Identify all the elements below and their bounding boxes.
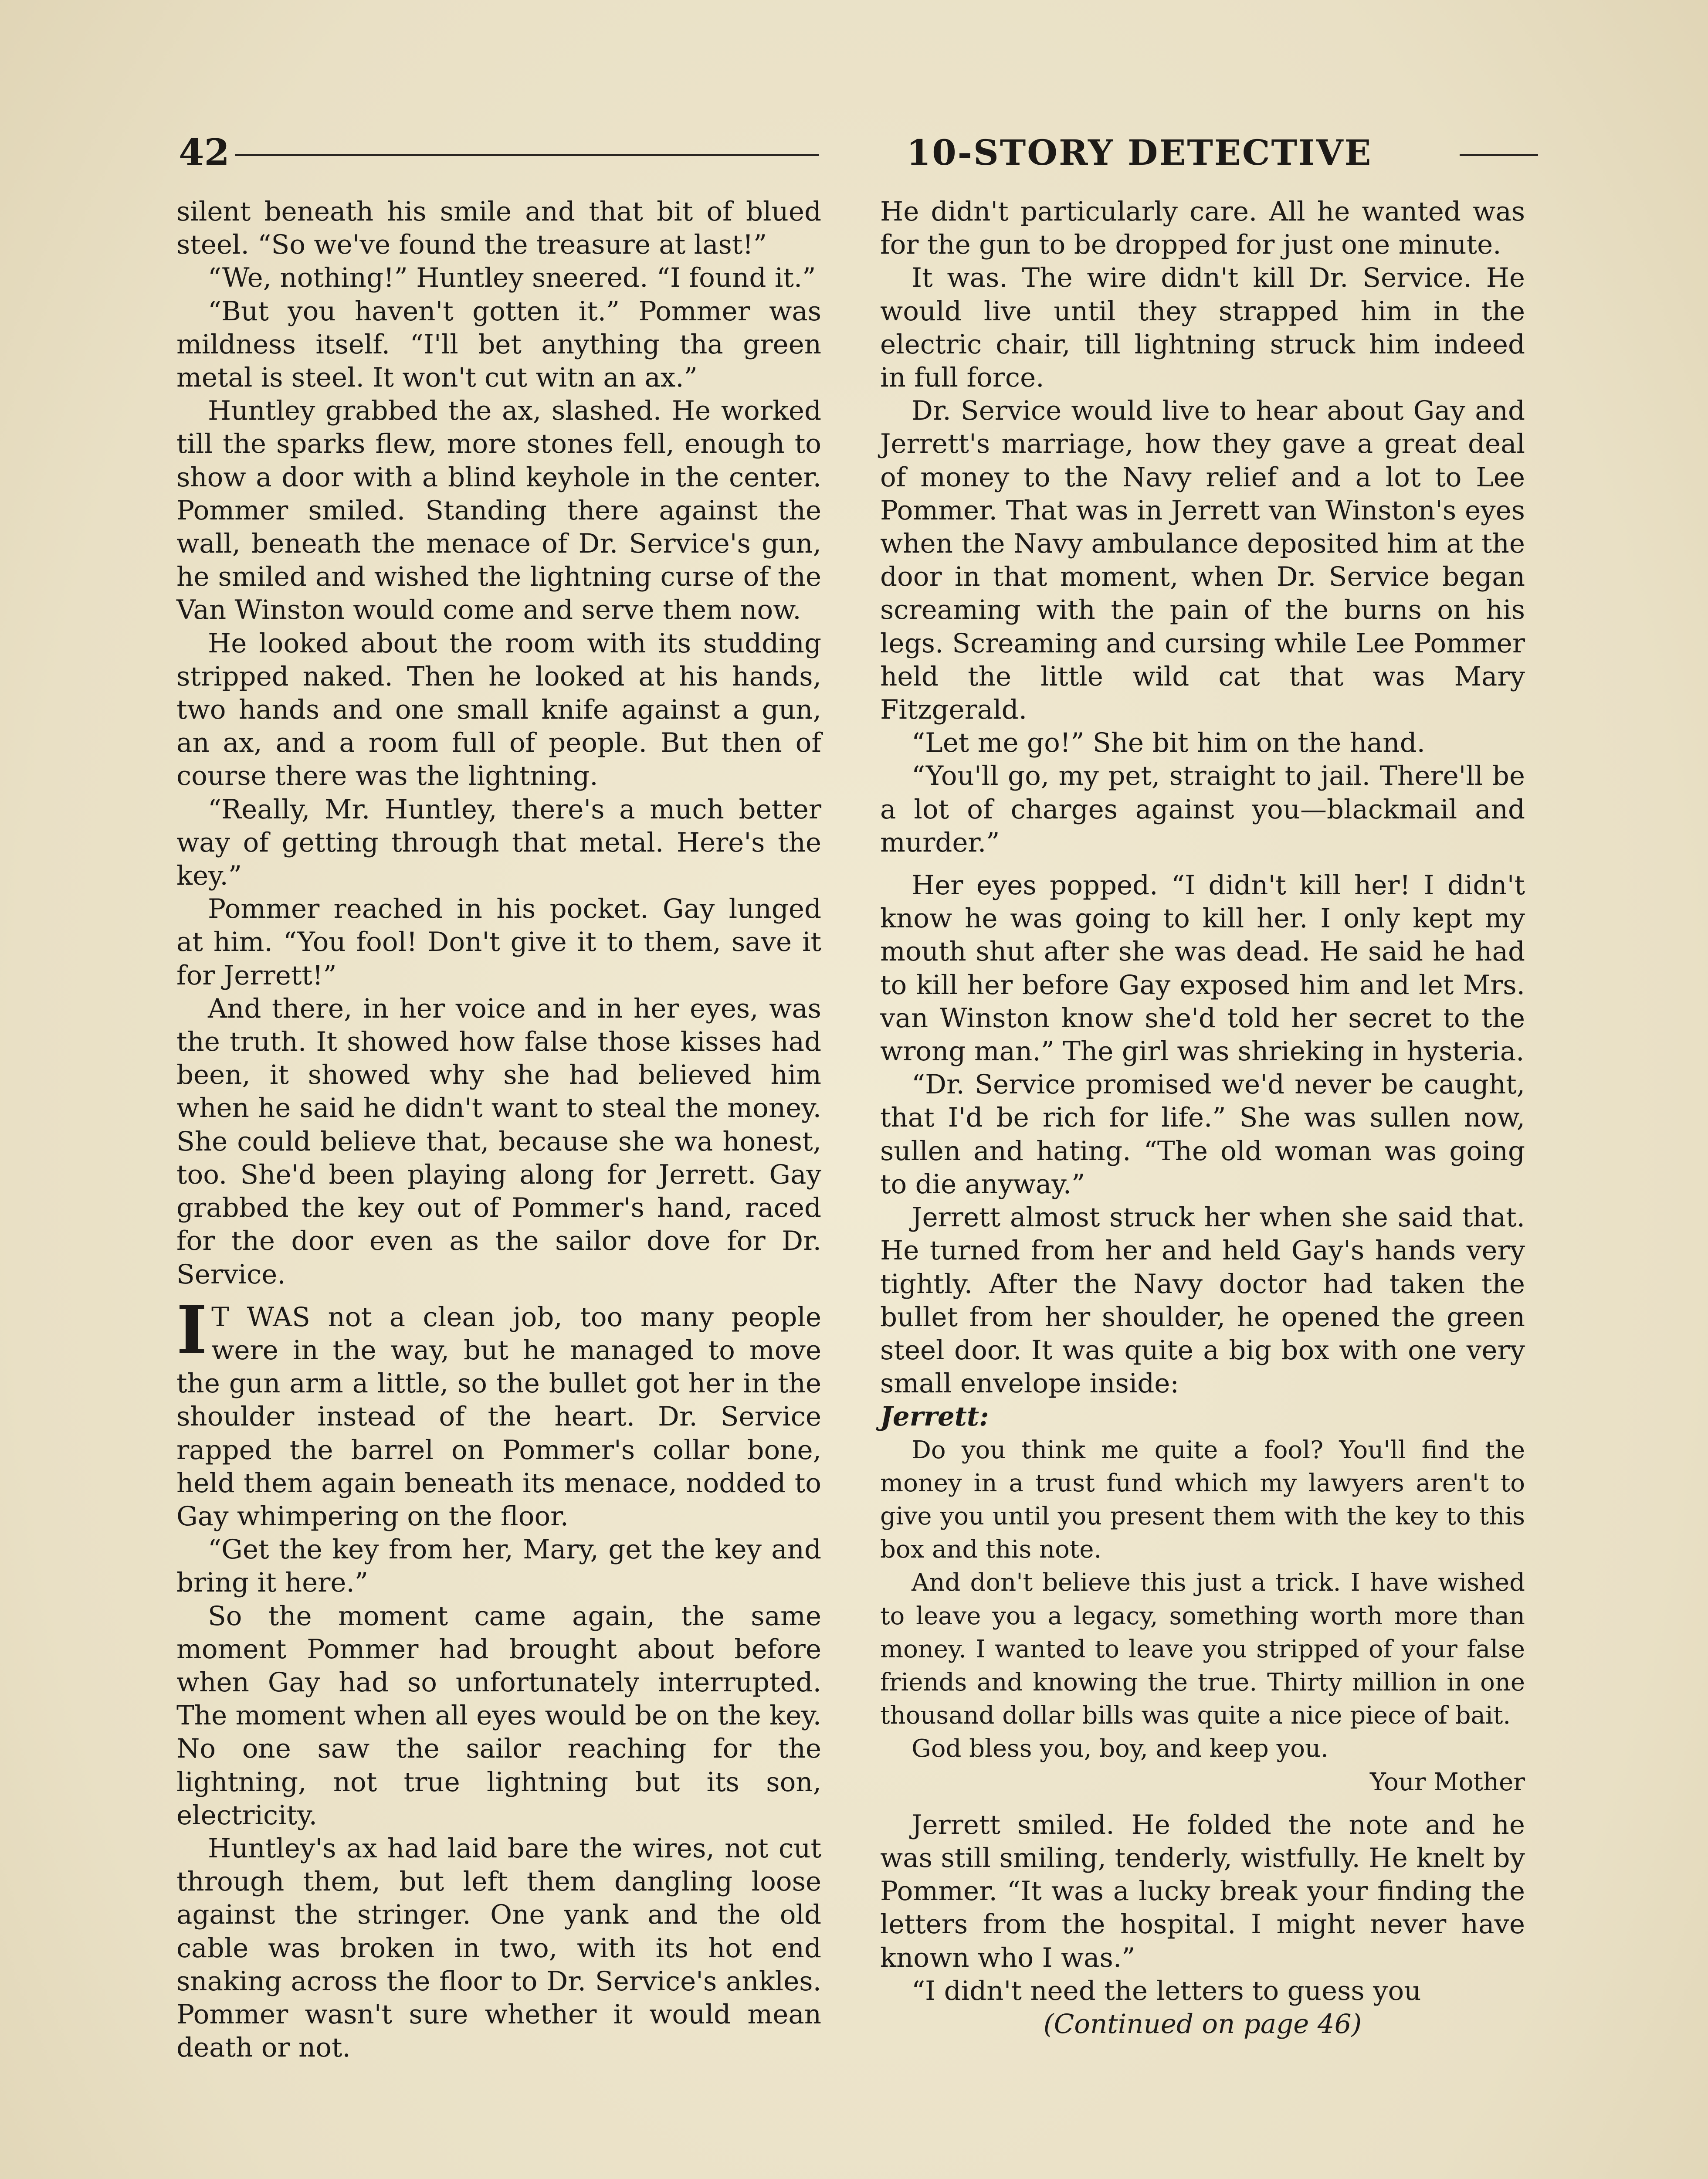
section-opening-paragraph xyxy=(176,1291,821,1533)
letter-paragraph: And don't believe this just a trick. I have wished to leave you a legacy, something worth more than money. I wanted to leave you stripped of your false friends and knowing the true. Thirty million in one thousand dollar bills was quite a nice piece of bait. xyxy=(880,1568,1525,1730)
paragraph: “Really, Mr. Huntley, there's a much better way of getting through that metal. Here's the key.” xyxy=(176,794,821,892)
paragraph: It was. The wire didn't kill Dr. Service. He would live until they strapped him in the electric chair, till lightning struck him indeed in full force. xyxy=(880,262,1525,394)
paragraph: Jerrett almost struck her when she said that. He turned from her and held Gay's hands very tightly. After the Navy doctor had taken the bullet from her shoulder, he opened the green steel door. It was quite a big box with one very small envelope inside: xyxy=(880,1202,1525,1399)
paragraph: “Get the key from her, Mary, get the key and bring it here.” xyxy=(176,1534,821,1599)
magazine-title: 10-STORY DETECTIVE xyxy=(906,132,1372,173)
paragraph: silent beneath his smile and that bit of blued steel. “So we've found the treasure at last!” xyxy=(176,196,821,261)
letter-signoff: Your Mother xyxy=(1370,1768,1525,1796)
letter-salutation: Jerrett: xyxy=(880,1401,989,1432)
paragraph: He didn't particularly care. All he wanted was for the gun to be dropped for just one minute. xyxy=(880,196,1525,261)
page-number: 42 xyxy=(179,131,230,174)
left-column xyxy=(176,195,821,2064)
header-rule-left xyxy=(235,154,819,156)
header-rule-right xyxy=(1460,154,1538,156)
paragraph: “You'll go, my pet, straight to jail. There'll be a lot of charges against you—blackmail and murder.” xyxy=(880,760,1525,858)
paragraph: Huntley's ax had laid bare the wires, not cut through them, but left them dangling loose against the stringer. One yank and the old cable was broken in two, with its hot end snaking across the floor to Dr. Service's ankles. Pommer wasn't sure whether it would mean death or not. xyxy=(176,1833,821,2064)
paragraph: “But you haven't gotten it.” Pommer was mildness itself. “I'll bet anything tha green metal is steel. It won't cut witn an ax.” xyxy=(176,295,821,394)
paragraph: Dr. Service would live to hear about Gay and Jerrett's marriage, how they gave a great deal of money to the Navy relief and a lot to Lee Pommer. That was in Jerrett van Winston's eyes when the Navy ambulance deposited him at the door in that moment, when Dr. Service began screaming with the pain of the burns on his legs. Screaming and cursing while Lee Pommer held the little wild cat that was Mary Fitzgerald. xyxy=(880,395,1525,726)
paragraph: Jerrett smiled. He folded the note and he was still smiling, tenderly, wistfully. He knelt by Pommer. “It was a lucky break your finding the letters from the hospital. I might never have known who I was.” xyxy=(880,1809,1525,1973)
paragraph: Huntley grabbed the ax, slashed. He worked till the sparks flew, more stones fell, enough to show a door with a blind keyhole in the center. Pommer smiled. Standing there against the wall, beneath the menace of Dr. Service's gun, he smiled and wished the lightning curse of the Van Winston would come and serve them now. xyxy=(176,395,821,626)
paragraph: “Dr. Service promised we'd never be caught, that I'd be rich for life.” She was sullen now, sullen and hating. “The old woman was going to die anyway.” xyxy=(880,1069,1525,1200)
paragraph: So the moment came again, the same moment Pommer had brought about before when Gay had so unfortunately interrupted. The moment when all eyes would be on the key. No one saw the sailor reaching for the lightning, not true lightning but its son, electricity. xyxy=(176,1600,821,1831)
page-header xyxy=(179,129,1538,181)
letter-paragraph: God bless you, boy, and keep you. xyxy=(912,1734,1328,1763)
letter-paragraph: Do you think me quite a fool? You'll find the money in a trust fund which my lawyers aren't to give you until you present them with the key to this box and this note. xyxy=(880,1436,1525,1564)
paragraph: “Let me go!” She bit him on the hand. xyxy=(912,727,1426,759)
paragraph: He looked about the room with its studding stripped naked. Then he looked at his hands, two hands and one small knife against a gun, an ax, and a room full of people. But then of course there was the lightning. xyxy=(176,628,821,792)
paragraph-text: not a clean job, too many people were in the way, but he managed to move the gun arm a little, so the bullet got her in the shoulder instead of the heart. Dr. Service rapped the barrel on Pommer's collar bone, held them again beneath its menace, nodded to Gay whimpering on the floor. xyxy=(176,1301,821,1532)
right-column xyxy=(880,195,1525,2041)
paragraph: Pommer reached in his pocket. Gay lunged at him. “You fool! Don't give it to them, save it for Jerrett!” xyxy=(176,893,821,991)
paragraph: “I didn't need the letters to guess you xyxy=(912,1975,1421,2006)
lead-in-caps: T WAS xyxy=(211,1301,310,1333)
continued-notice: (Continued on page 46) xyxy=(1043,2008,1362,2040)
paragraph: Her eyes popped. “I didn't kill her! I didn't know he was going to kill her. I only kept my mouth shut after she was dead. He said he had to kill her before Gay exposed him and let Mrs. van Winston know she'd told her secret to the wrong man.” The girl was shrieking in hysteria. xyxy=(880,870,1525,1067)
drop-cap: I xyxy=(176,1291,207,1368)
paragraph: And there, in her voice and in her eyes, was the truth. It showed how false those kisses had been, it showed why she had believed him when he said he didn't want to steal the money. She could believe that, because she wa honest, too. She'd been playing along for Jerrett. Gay grabbed the key out of Pommer's hand, raced for the door even as the sailor dove for Dr. Service. xyxy=(176,993,821,1290)
paragraph: “We, nothing!” Huntley sneered. “I found it.” xyxy=(208,262,816,294)
